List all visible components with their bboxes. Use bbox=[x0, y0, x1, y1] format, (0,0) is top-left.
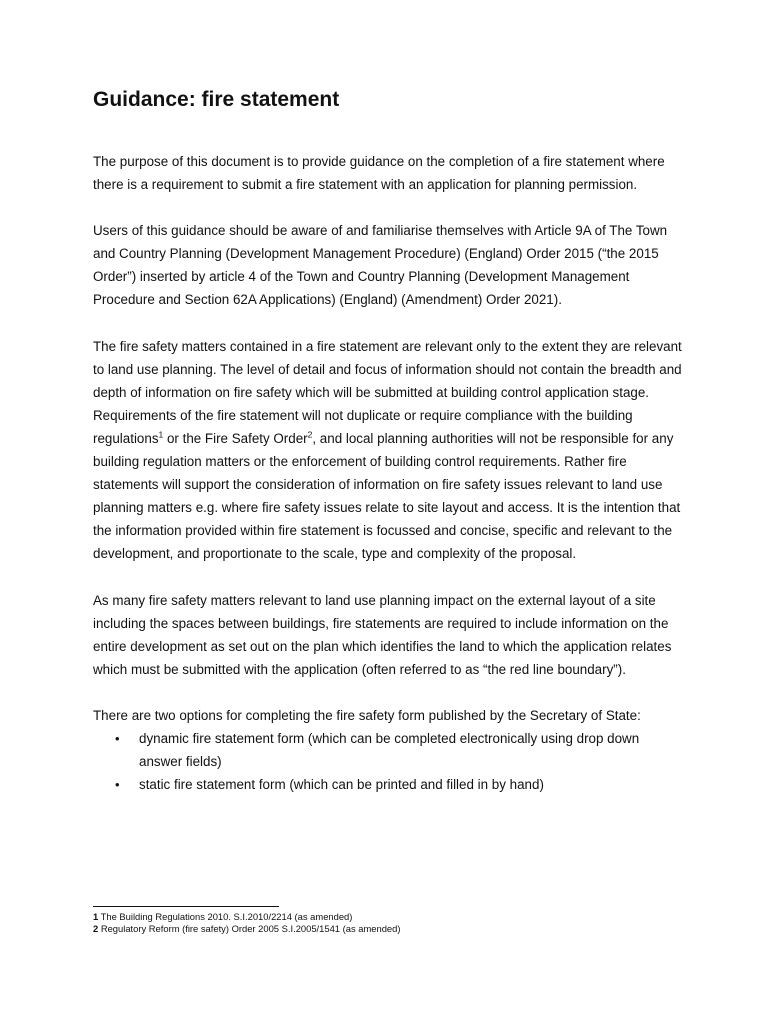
paragraph-text: or the Fire Safety Order bbox=[163, 430, 308, 446]
footnotes bbox=[93, 911, 693, 935]
footnote-text: The Building Regulations 2010. S.I.2010/2214 (as amended) bbox=[98, 911, 353, 922]
paragraph-fire-safety-matters bbox=[93, 335, 683, 566]
options-list bbox=[93, 727, 683, 796]
list-item-text: dynamic fire statement form (which can be completed electronically using drop down answer fields) bbox=[139, 730, 640, 770]
list-item bbox=[93, 773, 683, 796]
list-item-text: static fire statement form (which can be printed and filled in by hand) bbox=[139, 777, 544, 793]
footnote-reference: 1 bbox=[158, 429, 164, 440]
footnote bbox=[93, 911, 693, 923]
bullet-icon: • bbox=[115, 730, 120, 746]
paragraph-options-intro: There are two options for completing the fire safety form published by the Secretary of State: bbox=[93, 707, 641, 723]
footnote-divider bbox=[93, 906, 279, 907]
paragraph-purpose: The purpose of this document is to provide guidance on the completion of a fire statement where there is a requirement to submit a fire statement with an application for planning permission. bbox=[93, 154, 665, 193]
page-title: Guidance: fire statement bbox=[93, 88, 340, 111]
footnote-reference: 2 bbox=[307, 429, 313, 440]
footnote bbox=[93, 923, 693, 935]
paragraph-text: , and local planning authorities will not be responsible for any building regulation matters or the enforcement of building control requirements. Rather fire statements will support the consideration of information on fire safety issues relevant to land use planning matters e.g. where fire safety issues relate to site layout and access. It is the intention that the information provided within fire statement is focussed and concise, specific and relevant to the development, and proportionate to the scale, type and complexity of the proposal. bbox=[93, 430, 681, 562]
paragraph-article-9a: Users of this guidance should be aware of and familiarise themselves with Article 9A of The Town and Country Planning (Development Management Procedure) (England) Order 2015 (“the 2015 Order”) inserted by article 4 of the Town and Country Planning (Development Management Procedure and Section 62A Applications) (England) (Amendment) Order 2021). bbox=[93, 223, 668, 308]
footnote-number: 2 bbox=[93, 923, 99, 934]
footnote-text: Regulatory Reform (fire safety) Order 2005 S.I.2005/1541 (as amended) bbox=[98, 923, 401, 934]
list-item bbox=[93, 727, 683, 773]
document-body bbox=[93, 86, 683, 796]
paragraph-external-layout: As many fire safety matters relevant to land use planning impact on the external layout of a site including the spaces between buildings, fire statements are required to include information on the entire development as set out on the plan which identifies the land to which the application relates which must be submitted with the application (often referred to as “the red line boundary”). bbox=[93, 592, 672, 677]
footnote-number: 1 bbox=[93, 911, 99, 922]
bullet-icon: • bbox=[115, 777, 120, 793]
paragraph-text: The fire safety matters contained in a fire statement are relevant only to the extent they are relevant to land use planning. The level of detail and focus of information should not contain the breadth and depth of information on fire safety which will be submitted at building control application stage. Requirements of the fire statement will not duplicate or require compliance with the building regulations bbox=[93, 338, 682, 446]
